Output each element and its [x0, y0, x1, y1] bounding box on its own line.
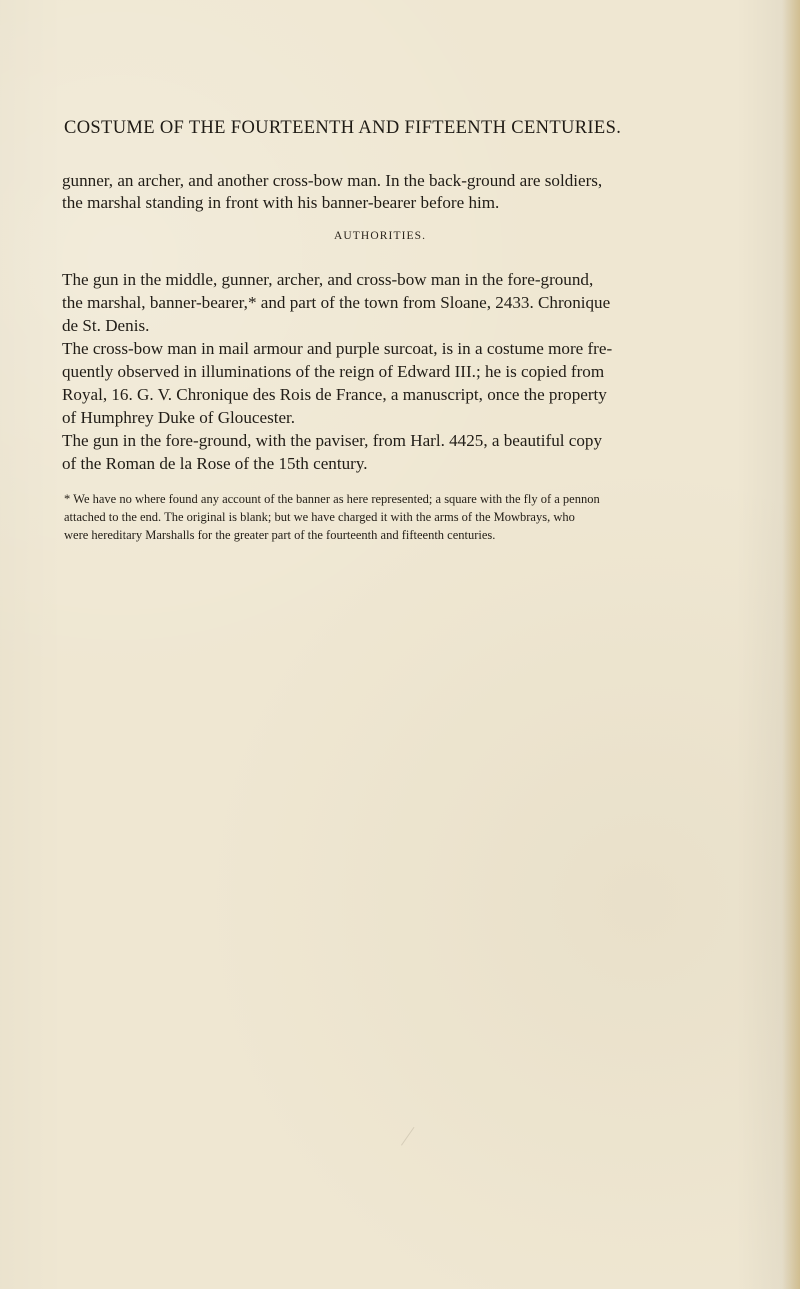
authority-line-2: the marshal, banner-bearer,* and part of the town from Sloane, 2433. Chronique	[62, 293, 611, 312]
footnote-line-1: * We have no where found any account of the banner as here represented; a square with the fly of a pennon	[64, 492, 600, 506]
intro-line-1: gunner, an archer, and another cross-bow man. In the back-ground are soldiers,	[62, 171, 603, 190]
authority-line-6: Royal, 16. G. V. Chronique des Rois de France, a manuscript, once the property	[62, 385, 607, 404]
running-head: COSTUME OF THE FOURTEENTH AND FIFTEENTH CENTURIES.	[64, 118, 622, 138]
intro-line-2: the marshal standing in front with his banner-bearer before him.	[62, 193, 500, 212]
page-edge-shadow	[782, 0, 800, 1289]
footnote-line-2: attached to the end. The original is blank; but we have charged it with the arms of the Mowbrays, who	[64, 510, 575, 524]
authority-line-1: The gun in the middle, gunner, archer, and cross-bow man in the fore-ground,	[62, 270, 594, 289]
authority-line-5: quently observed in illuminations of the reign of Edward III.; he is copied from	[62, 362, 605, 381]
authority-line-9: of the Roman de la Rose of the 15th century.	[62, 454, 368, 473]
footnote-line-3: were hereditary Marshalls for the greater part of the fourteenth and fifteenth centuries.	[64, 528, 496, 542]
authority-line-3: de St. Denis.	[62, 316, 150, 335]
paper-mark	[401, 1127, 414, 1146]
authority-line-7: of Humphrey Duke of Gloucester.	[62, 408, 296, 427]
authority-line-8: The gun in the fore-ground, with the paviser, from Harl. 4425, a beautiful copy	[62, 431, 602, 450]
authorities-heading: AUTHORITIES.	[334, 230, 427, 242]
authority-line-4: The cross-bow man in mail armour and purple surcoat, is in a costume more fre-	[62, 339, 613, 358]
